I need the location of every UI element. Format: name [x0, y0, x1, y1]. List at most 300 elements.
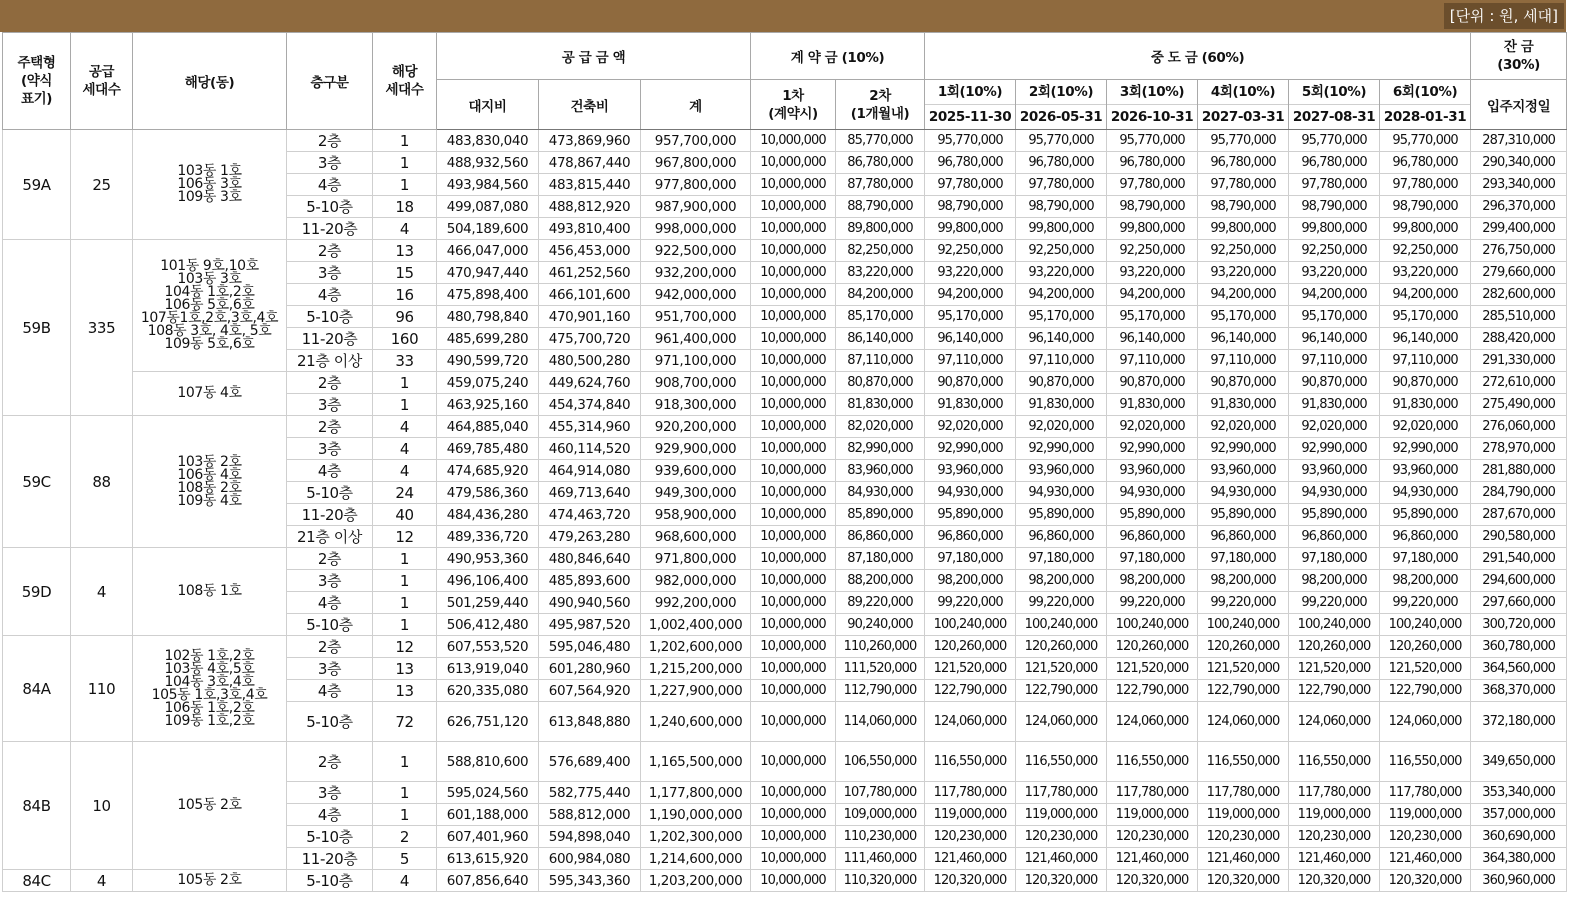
dong-line: 107동1호,2호,3호,4호 [140, 310, 279, 326]
units-cell: 16 [373, 284, 437, 306]
header-land: 대지비 [437, 80, 539, 130]
building-cell: 607,564,920 [539, 680, 641, 702]
dong-line: 104동 3호,4호 [164, 673, 255, 690]
balance-cell: 287,310,000 [1471, 130, 1567, 152]
building-cell: 488,812,920 [539, 196, 641, 218]
floor-cell: 11-20층 [287, 848, 373, 870]
deposit1-cell: 10,000,000 [751, 504, 836, 526]
deposit1-cell: 10,000,000 [751, 658, 836, 680]
balance-cell: 368,370,000 [1471, 680, 1567, 702]
mid-payment-cell: 120,230,000 [1289, 826, 1380, 848]
mid-payment-cell: 120,260,000 [1289, 636, 1380, 658]
header-balance-sub: 입주지정일 [1471, 80, 1567, 130]
dong-line: 106동 3호 [177, 176, 242, 192]
mid-payment-cell: 93,960,000 [1107, 460, 1198, 482]
deposit2-cell: 109,000,000 [836, 804, 925, 826]
header-deposit-1: 1차 (계약시) [751, 80, 836, 130]
building-cell: 582,775,440 [539, 782, 641, 804]
dong-line: 108동 2호 [177, 479, 242, 496]
mid-payment-cell: 120,260,000 [1198, 636, 1289, 658]
building-cell: 474,463,720 [539, 504, 641, 526]
mid-payment-cell: 99,220,000 [925, 592, 1016, 614]
mid-payment-cell: 121,520,000 [1016, 658, 1107, 680]
deposit2-cell: 85,770,000 [836, 130, 925, 152]
units-cell: 18 [373, 196, 437, 218]
floor-cell: 2층 [287, 416, 373, 438]
mid-payment-cell: 95,770,000 [1107, 130, 1198, 152]
mid-payment-cell: 98,200,000 [1107, 570, 1198, 592]
total-cell: 1,002,400,000 [641, 614, 751, 636]
land-cell: 613,919,040 [437, 658, 539, 680]
floor-cell: 4층 [287, 804, 373, 826]
mid-payment-cell: 121,520,000 [1289, 658, 1380, 680]
units-cell: 4 [373, 416, 437, 438]
building-cell: 461,252,560 [539, 262, 641, 284]
mid-payment-cell: 95,770,000 [1289, 130, 1380, 152]
deposit1-cell: 10,000,000 [751, 460, 836, 482]
mid-payment-cell: 119,000,000 [1107, 804, 1198, 826]
units-cell: 5 [373, 848, 437, 870]
total-cell: 929,900,000 [641, 438, 751, 460]
type-cell: 84A [3, 636, 71, 742]
mid-payment-cell: 97,110,000 [1016, 350, 1107, 372]
mid-payment-cell: 96,780,000 [1198, 152, 1289, 174]
balance-cell: 276,060,000 [1471, 416, 1567, 438]
mid-payment-cell: 95,770,000 [1380, 130, 1471, 152]
units-cell: 1 [373, 130, 437, 152]
dong-line: 103동 1호 [177, 163, 242, 179]
header-units: 해당 세대수 [373, 33, 437, 130]
total-cell: 908,700,000 [641, 372, 751, 394]
mid-payment-cell: 116,550,000 [1380, 742, 1471, 782]
balance-cell: 288,420,000 [1471, 328, 1567, 350]
units-cell: 13 [373, 658, 437, 680]
mid-payment-cell: 96,860,000 [1289, 526, 1380, 548]
mid-payment-cell: 95,890,000 [1198, 504, 1289, 526]
table-row [3, 636, 1567, 658]
floor-cell: 21층 이상 [287, 350, 373, 372]
mid-payment-cell: 97,780,000 [1016, 174, 1107, 196]
table-header [3, 33, 1567, 130]
mid-payment-cell: 100,240,000 [925, 614, 1016, 636]
mid-payment-cell: 92,990,000 [1198, 438, 1289, 460]
total-cell: 939,600,000 [641, 460, 751, 482]
mid-payment-cell: 100,240,000 [1198, 614, 1289, 636]
mid-payment-cell: 99,220,000 [1107, 592, 1198, 614]
mid-payment-cell: 99,220,000 [1016, 592, 1107, 614]
mid-payment-cell: 99,220,000 [1198, 592, 1289, 614]
deposit2-cell: 82,990,000 [836, 438, 925, 460]
mid-payment-cell: 95,170,000 [1380, 306, 1471, 328]
deposit2-cell: 87,780,000 [836, 174, 925, 196]
deposit2-cell: 87,180,000 [836, 548, 925, 570]
total-cell: 1,227,900,000 [641, 680, 751, 702]
header-mid-2: 2회(10%) 2026-05-31 [1016, 80, 1107, 130]
mid-payment-cell: 100,240,000 [1380, 614, 1471, 636]
units-cell: 13 [373, 680, 437, 702]
mid-payment-cell: 92,020,000 [925, 416, 1016, 438]
mid-payment-cell: 92,990,000 [1016, 438, 1107, 460]
units-cell: 1 [373, 570, 437, 592]
balance-cell: 299,400,000 [1471, 218, 1567, 240]
land-cell: 496,106,400 [437, 570, 539, 592]
dong-cell [133, 130, 287, 240]
total-cell: 932,200,000 [641, 262, 751, 284]
table-body [3, 130, 1567, 892]
deposit1-cell: 10,000,000 [751, 218, 836, 240]
mid-payment-cell: 92,020,000 [1289, 416, 1380, 438]
floor-cell: 11-20층 [287, 328, 373, 350]
header-building: 건축비 [539, 80, 641, 130]
deposit1-cell: 10,000,000 [751, 742, 836, 782]
dong-line: 103동 3호 [177, 271, 242, 287]
land-cell: 613,615,920 [437, 848, 539, 870]
mid-payment-cell: 120,320,000 [1016, 870, 1107, 892]
mid-payment-cell: 98,790,000 [1016, 196, 1107, 218]
mid-payment-cell: 97,110,000 [1107, 350, 1198, 372]
mid-payment-cell: 95,890,000 [1016, 504, 1107, 526]
mid-payment-cell: 100,240,000 [1289, 614, 1380, 636]
land-cell: 485,699,280 [437, 328, 539, 350]
building-cell: 473,869,960 [539, 130, 641, 152]
mid-payment-cell: 94,200,000 [1380, 284, 1471, 306]
units-cell: 1 [373, 592, 437, 614]
land-cell: 607,401,960 [437, 826, 539, 848]
balance-cell: 290,580,000 [1471, 526, 1567, 548]
dong-cell [133, 372, 287, 416]
balance-cell: 284,790,000 [1471, 482, 1567, 504]
mid-payment-cell: 116,550,000 [1198, 742, 1289, 782]
land-cell: 466,047,000 [437, 240, 539, 262]
units-cell: 4 [373, 870, 437, 892]
land-cell: 474,685,920 [437, 460, 539, 482]
mid-payment-cell: 98,790,000 [1289, 196, 1380, 218]
mid-payment-cell: 97,180,000 [925, 548, 1016, 570]
supply-cell: 88 [71, 416, 133, 548]
mid-payment-cell: 120,320,000 [1107, 870, 1198, 892]
mid-payment-cell: 95,170,000 [1198, 306, 1289, 328]
mid-payment-cell: 117,780,000 [1016, 782, 1107, 804]
units-cell: 15 [373, 262, 437, 284]
mid-payment-cell: 98,790,000 [1198, 196, 1289, 218]
deposit1-cell: 10,000,000 [751, 702, 836, 742]
units-cell: 4 [373, 438, 437, 460]
balance-cell: 287,670,000 [1471, 504, 1567, 526]
balance-cell: 297,660,000 [1471, 592, 1567, 614]
mid-payment-cell: 96,860,000 [925, 526, 1016, 548]
mid-payment-cell: 116,550,000 [1289, 742, 1380, 782]
mid-payment-cell: 90,870,000 [1380, 372, 1471, 394]
mid-payment-cell: 121,520,000 [1380, 658, 1471, 680]
total-cell: 1,215,200,000 [641, 658, 751, 680]
units-cell: 4 [373, 460, 437, 482]
mid-payment-cell: 122,790,000 [925, 680, 1016, 702]
mid-payment-cell: 120,260,000 [925, 636, 1016, 658]
total-cell: 942,000,000 [641, 284, 751, 306]
land-cell: 506,412,480 [437, 614, 539, 636]
unit-label: [단위 : 원, 세대] [1444, 3, 1564, 29]
mid-payment-cell: 92,020,000 [1198, 416, 1289, 438]
land-cell: 493,984,560 [437, 174, 539, 196]
mid-payment-cell: 94,200,000 [925, 284, 1016, 306]
mid-payment-cell: 96,140,000 [1289, 328, 1380, 350]
units-cell: 13 [373, 240, 437, 262]
land-cell: 501,259,440 [437, 592, 539, 614]
mid-payment-cell: 124,060,000 [1289, 702, 1380, 742]
total-cell: 1,202,300,000 [641, 826, 751, 848]
floor-cell: 5-10층 [287, 614, 373, 636]
building-cell: 483,815,440 [539, 174, 641, 196]
deposit1-cell: 10,000,000 [751, 526, 836, 548]
mid-payment-cell: 122,790,000 [1016, 680, 1107, 702]
dong-line: 103동 2호 [177, 453, 242, 470]
mid-payment-cell: 92,250,000 [1016, 240, 1107, 262]
mid-payment-cell: 91,830,000 [1016, 394, 1107, 416]
deposit1-cell: 10,000,000 [751, 592, 836, 614]
mid-payment-cell: 121,460,000 [1107, 848, 1198, 870]
land-cell: 499,087,080 [437, 196, 539, 218]
header-deposit-2: 2차 (1개월내) [836, 80, 925, 130]
balance-cell: 360,780,000 [1471, 636, 1567, 658]
mid-payment-cell: 121,460,000 [1016, 848, 1107, 870]
mid-payment-cell: 97,180,000 [1016, 548, 1107, 570]
balance-cell: 285,510,000 [1471, 306, 1567, 328]
floor-cell: 2층 [287, 240, 373, 262]
units-cell: 1 [373, 548, 437, 570]
mid-payment-cell: 92,250,000 [1107, 240, 1198, 262]
mid-payment-cell: 124,060,000 [1107, 702, 1198, 742]
building-cell: 479,263,280 [539, 526, 641, 548]
deposit2-cell: 89,220,000 [836, 592, 925, 614]
building-cell: 454,374,840 [539, 394, 641, 416]
mid-payment-cell: 95,770,000 [1016, 130, 1107, 152]
floor-cell: 3층 [287, 658, 373, 680]
mid-payment-cell: 93,960,000 [925, 460, 1016, 482]
mid-payment-cell: 96,140,000 [1107, 328, 1198, 350]
mid-payment-cell: 120,260,000 [1380, 636, 1471, 658]
balance-cell: 360,960,000 [1471, 870, 1567, 892]
deposit1-cell: 10,000,000 [751, 262, 836, 284]
total-cell: 987,900,000 [641, 196, 751, 218]
units-cell: 40 [373, 504, 437, 526]
dong-cell [133, 240, 287, 372]
floor-cell: 4층 [287, 592, 373, 614]
supply-cell: 4 [71, 870, 133, 892]
table-row [3, 870, 1567, 892]
units-cell: 1 [373, 174, 437, 196]
units-cell: 96 [373, 306, 437, 328]
type-cell: 84C [3, 870, 71, 892]
total-cell: 1,214,600,000 [641, 848, 751, 870]
deposit1-cell: 10,000,000 [751, 394, 836, 416]
land-cell: 464,885,040 [437, 416, 539, 438]
header-mid-5: 5회(10%) 2027-08-31 [1289, 80, 1380, 130]
units-cell: 12 [373, 636, 437, 658]
deposit2-cell: 88,200,000 [836, 570, 925, 592]
mid-payment-cell: 97,180,000 [1380, 548, 1471, 570]
mid-payment-cell: 116,550,000 [1016, 742, 1107, 782]
mid-payment-cell: 93,220,000 [1380, 262, 1471, 284]
mid-payment-cell: 96,140,000 [1198, 328, 1289, 350]
units-cell: 1 [373, 152, 437, 174]
mid-payment-cell: 120,320,000 [1289, 870, 1380, 892]
header-floor: 층구분 [287, 33, 373, 130]
total-cell: 1,203,200,000 [641, 870, 751, 892]
header-mid-4: 4회(10%) 2027-03-31 [1198, 80, 1289, 130]
mid-payment-cell: 98,200,000 [925, 570, 1016, 592]
total-cell: 1,190,000,000 [641, 804, 751, 826]
mid-payment-cell: 93,220,000 [1107, 262, 1198, 284]
mid-payment-cell: 94,930,000 [1198, 482, 1289, 504]
mid-payment-cell: 119,000,000 [1198, 804, 1289, 826]
balance-cell: 300,720,000 [1471, 614, 1567, 636]
land-cell: 459,075,240 [437, 372, 539, 394]
title-bar [0, 0, 1566, 32]
total-cell: 982,000,000 [641, 570, 751, 592]
deposit1-cell: 10,000,000 [751, 782, 836, 804]
dong-line: 108동 3호, 4호, 5호 [147, 323, 272, 339]
dong-line: 106동 5호,6호 [164, 297, 255, 313]
dong-line: 101동 9호,10호 [160, 258, 259, 274]
mid-payment-cell: 121,460,000 [1289, 848, 1380, 870]
mid-payment-cell: 93,960,000 [1380, 460, 1471, 482]
deposit2-cell: 114,060,000 [836, 702, 925, 742]
deposit1-cell: 10,000,000 [751, 196, 836, 218]
table-row [3, 130, 1567, 152]
balance-cell: 357,000,000 [1471, 804, 1567, 826]
land-cell: 480,798,840 [437, 306, 539, 328]
total-cell: 949,300,000 [641, 482, 751, 504]
land-cell: 475,898,400 [437, 284, 539, 306]
floor-cell: 5-10층 [287, 306, 373, 328]
mid-payment-cell: 94,200,000 [1289, 284, 1380, 306]
balance-cell: 296,370,000 [1471, 196, 1567, 218]
building-cell: 600,984,080 [539, 848, 641, 870]
mid-payment-cell: 95,890,000 [1107, 504, 1198, 526]
mid-payment-cell: 98,200,000 [1016, 570, 1107, 592]
dong-line: 109동 5호,6호 [164, 336, 255, 352]
mid-payment-cell: 120,320,000 [925, 870, 1016, 892]
deposit2-cell: 90,240,000 [836, 614, 925, 636]
units-cell: 4 [373, 218, 437, 240]
mid-payment-cell: 95,890,000 [925, 504, 1016, 526]
deposit1-cell: 10,000,000 [751, 328, 836, 350]
balance-cell: 275,490,000 [1471, 394, 1567, 416]
total-cell: 998,000,000 [641, 218, 751, 240]
mid-payment-cell: 92,990,000 [1380, 438, 1471, 460]
mid-payment-cell: 96,780,000 [925, 152, 1016, 174]
land-cell: 488,932,560 [437, 152, 539, 174]
deposit2-cell: 83,220,000 [836, 262, 925, 284]
header-total: 계 [641, 80, 751, 130]
balance-cell: 360,690,000 [1471, 826, 1567, 848]
dong-line: 107동 4호 [177, 385, 242, 401]
table-row [3, 548, 1567, 570]
mid-payment-cell: 96,780,000 [1289, 152, 1380, 174]
deposit2-cell: 80,870,000 [836, 372, 925, 394]
deposit2-cell: 84,200,000 [836, 284, 925, 306]
deposit2-cell: 82,020,000 [836, 416, 925, 438]
total-cell: 967,800,000 [641, 152, 751, 174]
total-cell: 1,202,600,000 [641, 636, 751, 658]
mid-payment-cell: 116,550,000 [925, 742, 1016, 782]
mid-payment-cell: 95,170,000 [1289, 306, 1380, 328]
mid-payment-cell: 93,220,000 [1016, 262, 1107, 284]
floor-cell: 2층 [287, 372, 373, 394]
mid-payment-cell: 91,830,000 [1380, 394, 1471, 416]
units-cell: 24 [373, 482, 437, 504]
deposit1-cell: 10,000,000 [751, 240, 836, 262]
deposit1-cell: 10,000,000 [751, 482, 836, 504]
mid-payment-cell: 94,200,000 [1016, 284, 1107, 306]
mid-payment-cell: 116,550,000 [1107, 742, 1198, 782]
land-cell: 601,188,000 [437, 804, 539, 826]
units-cell: 1 [373, 804, 437, 826]
mid-payment-cell: 90,870,000 [1198, 372, 1289, 394]
mid-payment-cell: 122,790,000 [1198, 680, 1289, 702]
mid-payment-cell: 98,200,000 [1289, 570, 1380, 592]
units-cell: 1 [373, 394, 437, 416]
balance-cell: 364,380,000 [1471, 848, 1567, 870]
mid-payment-cell: 97,780,000 [1198, 174, 1289, 196]
mid-payment-cell: 124,060,000 [1016, 702, 1107, 742]
building-cell: 475,700,720 [539, 328, 641, 350]
mid-payment-cell: 97,780,000 [1107, 174, 1198, 196]
floor-cell: 5-10층 [287, 702, 373, 742]
dong-line: 105동 2호 [177, 872, 242, 888]
mid-payment-cell: 94,200,000 [1198, 284, 1289, 306]
deposit2-cell: 85,890,000 [836, 504, 925, 526]
mid-payment-cell: 119,000,000 [1380, 804, 1471, 826]
deposit1-cell: 10,000,000 [751, 306, 836, 328]
mid-payment-cell: 117,780,000 [1107, 782, 1198, 804]
floor-cell: 2층 [287, 636, 373, 658]
floor-cell: 3층 [287, 570, 373, 592]
deposit1-cell: 10,000,000 [751, 570, 836, 592]
total-cell: 992,200,000 [641, 592, 751, 614]
mid-payment-cell: 100,240,000 [1016, 614, 1107, 636]
deposit1-cell: 10,000,000 [751, 372, 836, 394]
mid-payment-cell: 117,780,000 [925, 782, 1016, 804]
deposit2-cell: 86,780,000 [836, 152, 925, 174]
floor-cell: 3층 [287, 394, 373, 416]
header-deposit: 계 약 금 (10%) [751, 33, 925, 80]
mid-payment-cell: 117,780,000 [1289, 782, 1380, 804]
units-cell: 12 [373, 526, 437, 548]
land-cell: 504,189,600 [437, 218, 539, 240]
deposit1-cell: 10,000,000 [751, 416, 836, 438]
mid-payment-cell: 122,790,000 [1107, 680, 1198, 702]
deposit1-cell: 10,000,000 [751, 438, 836, 460]
total-cell: 1,240,600,000 [641, 702, 751, 742]
type-cell: 59D [3, 548, 71, 636]
deposit1-cell: 10,000,000 [751, 870, 836, 892]
mid-payment-cell: 96,780,000 [1016, 152, 1107, 174]
mid-payment-cell: 92,250,000 [1198, 240, 1289, 262]
mid-payment-cell: 92,250,000 [1380, 240, 1471, 262]
mid-payment-cell: 90,870,000 [1016, 372, 1107, 394]
floor-cell: 3층 [287, 152, 373, 174]
mid-payment-cell: 120,260,000 [1016, 636, 1107, 658]
floor-cell: 11-20층 [287, 218, 373, 240]
mid-payment-cell: 92,020,000 [1107, 416, 1198, 438]
mid-payment-cell: 96,860,000 [1107, 526, 1198, 548]
mid-payment-cell: 99,220,000 [1289, 592, 1380, 614]
floor-cell: 4층 [287, 174, 373, 196]
price-table [2, 32, 1567, 892]
deposit1-cell: 10,000,000 [751, 350, 836, 372]
balance-cell: 290,340,000 [1471, 152, 1567, 174]
